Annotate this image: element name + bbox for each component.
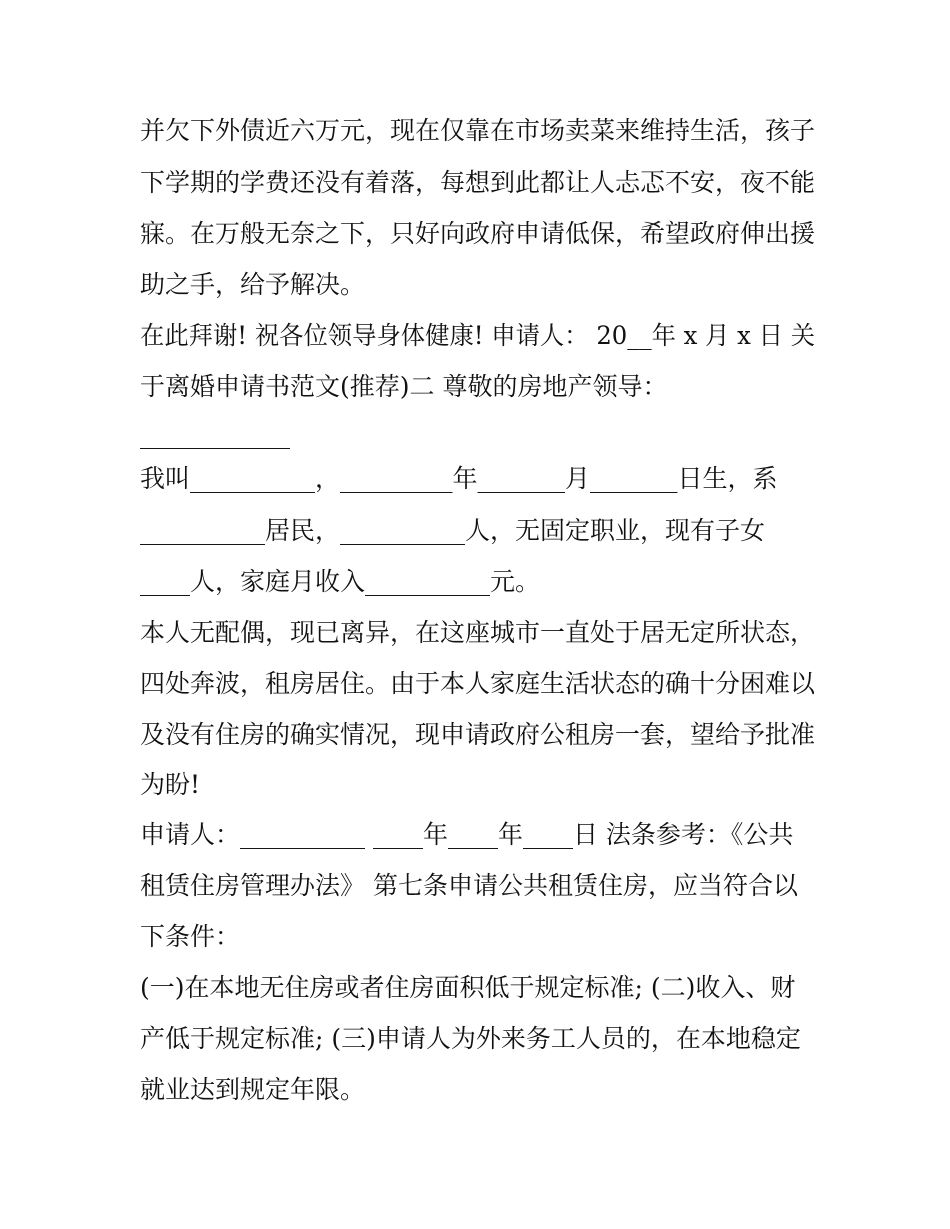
line-text: 并欠下外债近六万元，现在仅靠在市场卖菜来维持生活，孩子 [140, 116, 816, 145]
text-line [140, 217, 815, 251]
text-line [140, 1073, 365, 1107]
blank-underline [140, 418, 290, 452]
line-text: ____________ [140, 420, 290, 449]
line-text: 为盼! [140, 770, 201, 799]
line-text: 于离婚申请书范文(推荐)二 尊敬的房地产领导： [140, 372, 668, 401]
text-line [140, 370, 667, 404]
line-text: 申请人：__________ ____年____年____日 法条参考：《公共 [140, 820, 794, 849]
line-text: 在此拜谢! 祝各位领导身体健康! 申请人： 20__年 x 月 x 日 关 [140, 321, 816, 350]
line-text: 下条件： [140, 922, 241, 951]
line-text: ____人，家庭月收入__________元。 [140, 567, 541, 596]
text-line [140, 971, 795, 1005]
line-text: 租赁住房管理办法》 第七条申请公共租赁住房，应当符合以 [140, 871, 798, 900]
text-line [140, 869, 798, 903]
text-line [140, 920, 240, 954]
text-line [140, 462, 778, 496]
text-line [140, 514, 765, 548]
line-text: 助之手，给予解决。 [140, 270, 366, 299]
text-line [140, 718, 815, 752]
text-line [140, 1022, 801, 1056]
line-text: 及没有住房的确实情况，现申请政府公租房一套，望给予批准 [140, 720, 816, 749]
text-line [140, 565, 540, 599]
text-line [140, 616, 815, 650]
text-line [140, 166, 815, 200]
line-text: __________居民，__________人，无固定职业，现有子女 [140, 516, 766, 545]
text-line [140, 818, 793, 852]
text-line [140, 268, 365, 302]
line-text: 下学期的学费还没有着落，每想到此都让人忐忑不安，夜不能 [140, 168, 816, 197]
line-text: 寐。在万般无奈之下，只好向政府申请低保，希望政府伸出援 [140, 219, 816, 248]
line-text: (一)在本地无住房或者住房面积低于规定标准; (二)收入、财 [140, 973, 796, 1002]
line-text: 产低于规定标准; (三)申请人为外来务工人员的，在本地稳定 [140, 1024, 801, 1053]
line-text: 我叫__________，_________年_______月_______日生，系 [140, 464, 778, 493]
line-text: 就业达到规定年限。 [140, 1075, 366, 1104]
text-line [140, 768, 200, 802]
text-line [140, 667, 815, 701]
text-line [140, 319, 834, 353]
line-text: 本人无配偶，现已离异，在这座城市一直处于居无定所状态， [140, 618, 816, 647]
text-line [140, 114, 815, 148]
line-text: 四处奔波，租房居住。由于本人家庭生活状态的确十分困难以 [140, 669, 816, 698]
